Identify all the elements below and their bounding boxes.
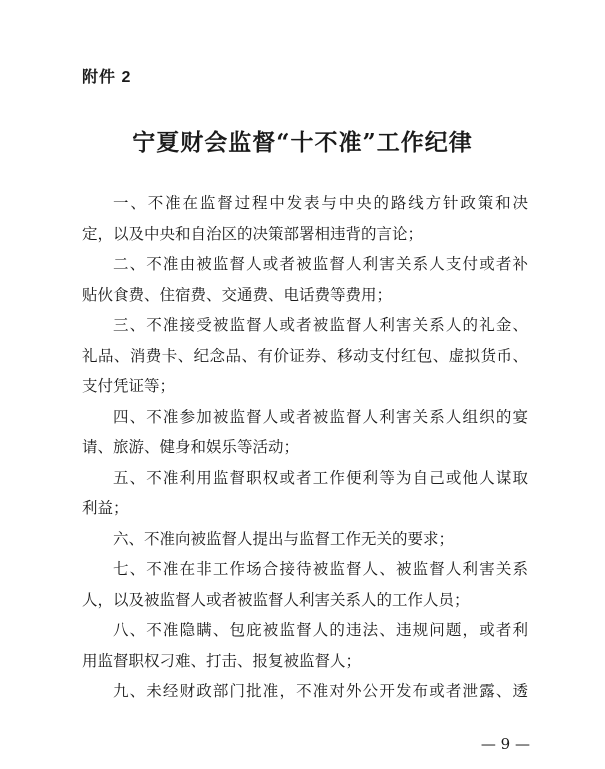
body-line: 定，以及中央和自治区的决策部署相违背的言论；: [82, 224, 424, 243]
body-line: 六、不准向被监督人提出与监督工作无关的要求；: [113, 529, 455, 548]
body-line: 七、不准在非工作场合接待被监督人、被监督人利害关系: [113, 560, 528, 578]
body-line: 请、旅游、健身和娱乐等活动；: [82, 438, 300, 456]
body-line: 五、不准利用监督职权或者工作便利等为自己或他人谋取: [113, 468, 528, 487]
body-line: 用监督职权刁难、打击、报复被监督人；: [82, 651, 362, 670]
body-line: 礼品、消费卡、纪念品、有价证券、移动支付红包、虚拟货币、: [82, 346, 528, 365]
body-line: 二、不准由被监督人或者被监督人利害关系人支付或者补: [113, 255, 528, 273]
body-line: 三、不准接受被监督人或者被监督人利害关系人的礼金、: [113, 316, 528, 334]
body-line: 九、未经财政部门批准，不准对外公开发布或者泄露、透: [113, 682, 528, 700]
body-line: 贴伙食费、住宿费、交通费、电话费等费用；: [82, 285, 393, 304]
body-line: 八、不准隐瞒、包庇被监督人的违法、违规问题，或者利: [113, 621, 528, 639]
page-title: 宁夏财会监督“十不准”工作纪律: [132, 129, 473, 156]
body-line: 支付凭证等；: [82, 377, 176, 395]
document-body: [82, 188, 528, 707]
page-number: — 9 —: [480, 735, 530, 753]
body-line: 一、不准在监督过程中发表与中央的路线方针政策和决: [113, 194, 528, 212]
body-line: 人，以及被监督人或者被监督人利害关系人的工作人员；: [82, 590, 470, 609]
attachment-label: 附件 2: [82, 69, 132, 86]
body-line: 四、不准参加被监督人或者被监督人利害关系人组织的宴: [113, 407, 528, 426]
body-line: 利益；: [82, 499, 129, 517]
